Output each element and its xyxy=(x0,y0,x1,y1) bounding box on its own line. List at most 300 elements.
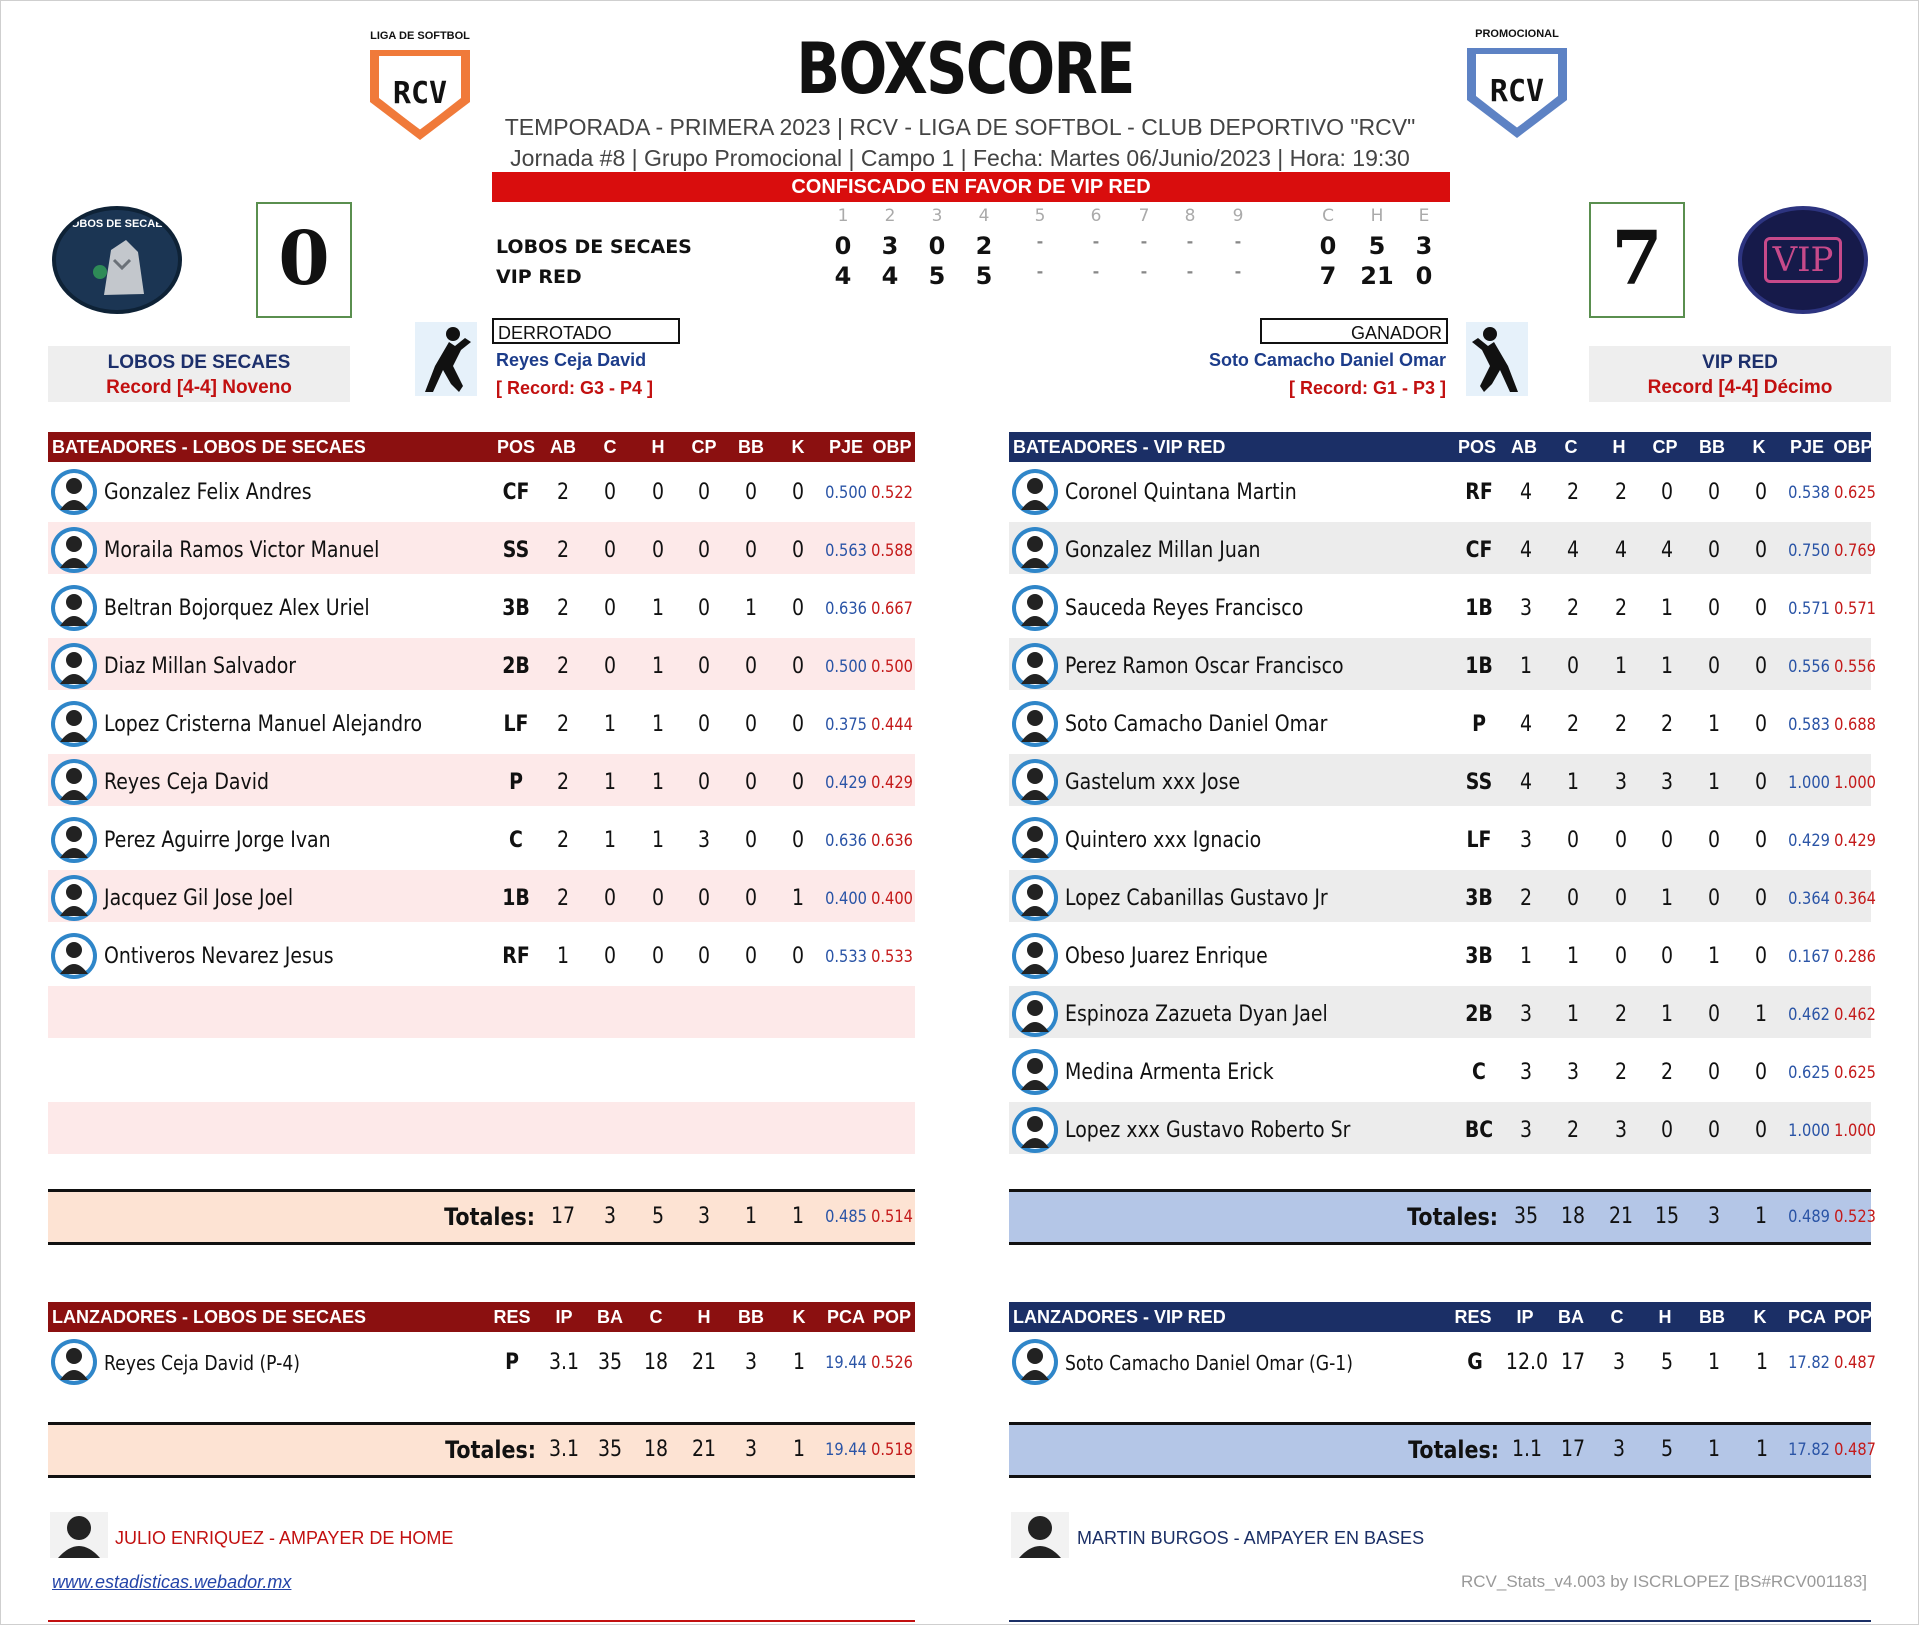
player-name: Moraila Ramos Victor Manuel xyxy=(104,538,380,563)
total-cp: 15 xyxy=(1654,1204,1680,1229)
player-name: Perez Ramon Oscar Francisco xyxy=(1065,654,1344,679)
stat-bb: 0 xyxy=(1707,1002,1721,1027)
player-name: Jacquez Gil Jose Joel xyxy=(104,886,294,911)
player-avatar-icon xyxy=(1011,932,1059,980)
inning-score: - xyxy=(1234,232,1242,251)
total-bb: 3 xyxy=(1707,1204,1721,1229)
stat-cp: 3 xyxy=(697,828,711,853)
stat-c: 2 xyxy=(1566,596,1580,621)
stat-pos: C xyxy=(1472,1060,1486,1085)
stat-pje: 0.571 xyxy=(1788,599,1830,619)
stat-pje: 0.625 xyxy=(1788,1063,1830,1083)
stat-pje: 0.583 xyxy=(1788,715,1830,735)
stat-pje: 0.364 xyxy=(1788,889,1830,909)
column-header: RES xyxy=(1454,1307,1492,1327)
stat-bb: 0 xyxy=(744,480,758,505)
inning-header: 7 xyxy=(1138,206,1150,226)
column-header: POS xyxy=(1457,437,1496,457)
league-logo-caption: PROMOCIONAL xyxy=(1475,28,1559,40)
stat-c: 2 xyxy=(1566,480,1580,505)
stat-pje: 0.429 xyxy=(1788,831,1830,851)
stat-ab: 4 xyxy=(1519,770,1533,795)
stat-pop: 0.487 xyxy=(1834,1353,1876,1373)
stat-h: 3 xyxy=(1614,1118,1628,1143)
total-c: 18 xyxy=(1560,1204,1586,1229)
stat-c: 1 xyxy=(603,712,617,737)
total-c: 3 xyxy=(603,1204,617,1229)
stat-cp: 0 xyxy=(1660,944,1674,969)
stat-k: 0 xyxy=(1754,538,1768,563)
stat-c: 0 xyxy=(1566,828,1580,853)
total-pca: 19.44 xyxy=(825,1440,867,1460)
player-name: Lopez Cristerna Manuel Alejandro xyxy=(104,712,423,737)
column-header: OBP xyxy=(872,437,912,457)
player-avatar-icon xyxy=(1011,874,1059,922)
website-link[interactable]: www.estadisticas.webador.mx xyxy=(52,1572,292,1592)
stat-c: 0 xyxy=(603,944,617,969)
table-row xyxy=(48,464,915,516)
stat-obp: 1.000 xyxy=(1834,773,1876,793)
winner-record: [ Record: G1 - P3 ] xyxy=(1288,378,1446,398)
stat-pos: CF xyxy=(502,480,530,505)
stat-pje: 1.000 xyxy=(1788,773,1830,793)
stat-cp: 2 xyxy=(1660,712,1674,737)
table-title: LANZADORES - LOBOS DE SECAES xyxy=(52,1307,367,1327)
player-name: Reyes Ceja David xyxy=(104,770,269,795)
table-row xyxy=(1009,754,1876,806)
total-score: 5 xyxy=(1368,232,1386,260)
total-k: 1 xyxy=(792,1437,806,1462)
totals-row xyxy=(48,1422,915,1478)
player-name: Sauceda Reyes Francisco xyxy=(1065,596,1304,621)
stat-bb: 0 xyxy=(1707,596,1721,621)
player-name: Gonzalez Millan Juan xyxy=(1065,538,1261,563)
column-header: H xyxy=(1612,437,1626,457)
table-row xyxy=(48,812,915,864)
stat-h: 3 xyxy=(1614,770,1628,795)
player-avatar-icon xyxy=(1011,584,1059,632)
away-pitching-body xyxy=(48,1334,915,1484)
table-row xyxy=(48,522,915,574)
stat-ab: 4 xyxy=(1519,480,1533,505)
stat-bb: 1 xyxy=(1707,770,1721,795)
table-row xyxy=(48,928,915,980)
inning-header: 9 xyxy=(1232,206,1244,226)
table-row xyxy=(48,754,915,806)
stat-obp: 0.522 xyxy=(871,483,913,503)
player-avatar-icon xyxy=(1011,816,1059,864)
stat-bb: 1 xyxy=(1707,712,1721,737)
stat-ab: 2 xyxy=(556,886,570,911)
table-row xyxy=(48,1102,915,1154)
player-avatar-icon xyxy=(1011,1106,1059,1154)
credit-line: RCV_Stats_v4.003 by ISCRLOPEZ [BS#RCV001183] xyxy=(1461,1572,1867,1591)
column-header: PJE xyxy=(828,437,864,457)
home-batting-header xyxy=(1009,432,1871,462)
stat-bb: 0 xyxy=(744,712,758,737)
player-avatar-icon xyxy=(1011,1048,1059,1096)
column-header: POP xyxy=(872,1307,911,1327)
stat-h: 1 xyxy=(651,654,665,679)
stat-pje: 0.400 xyxy=(825,889,867,909)
stat-obp: 0.588 xyxy=(871,541,913,561)
stat-h: 21 xyxy=(691,1350,717,1375)
table-row xyxy=(1009,1044,1876,1096)
stat-ab: 2 xyxy=(556,480,570,505)
stat-cp: 3 xyxy=(1660,770,1674,795)
totals-label: Totales: xyxy=(1408,1436,1499,1464)
stat-k: 0 xyxy=(1754,596,1768,621)
inning-header: 8 xyxy=(1184,206,1196,226)
stat-cp: 2 xyxy=(1660,1060,1674,1085)
stat-c: 0 xyxy=(603,596,617,621)
stat-pos: CF xyxy=(1465,538,1493,563)
table-row xyxy=(1009,696,1876,748)
stat-k: 0 xyxy=(1754,1060,1768,1085)
player-name: Reyes Ceja David (P-4) xyxy=(104,1351,301,1375)
stat-c: 1 xyxy=(603,770,617,795)
stat-cp: 0 xyxy=(697,596,711,621)
total-bb: 1 xyxy=(1707,1437,1721,1462)
player-name: Soto Camacho Daniel Omar xyxy=(1065,712,1328,737)
table-row xyxy=(48,1044,915,1096)
total-obp: 0.523 xyxy=(1834,1207,1876,1227)
stat-ip: 3.1 xyxy=(548,1350,580,1375)
stat-k: 0 xyxy=(1754,770,1768,795)
inning-score: 0 xyxy=(834,232,852,260)
stat-pje: 0.636 xyxy=(825,599,867,619)
stat-pos: 1B xyxy=(1465,654,1493,679)
stat-bb: 0 xyxy=(744,654,758,679)
table-row xyxy=(1009,812,1876,864)
table-row xyxy=(48,696,915,748)
home-team-card xyxy=(1589,346,1891,402)
inning-score: - xyxy=(1092,232,1100,251)
stat-bb: 0 xyxy=(744,886,758,911)
stat-obp: 0.688 xyxy=(1834,715,1876,735)
stat-k: 0 xyxy=(791,480,805,505)
inning-score: 3 xyxy=(881,232,899,260)
stat-pje: 1.000 xyxy=(1788,1121,1830,1141)
inning-score: 5 xyxy=(928,262,946,290)
inning-score: 0 xyxy=(928,232,946,260)
stat-pca: 17.82 xyxy=(1788,1353,1830,1373)
stat-pje: 0.556 xyxy=(1788,657,1830,677)
stat-pos: 1B xyxy=(1465,596,1493,621)
bases-umpire: MARTIN BURGOS - AMPAYER EN BASES xyxy=(1077,1528,1425,1548)
stat-k: 1 xyxy=(792,1350,806,1375)
stat-pje: 0.533 xyxy=(825,947,867,967)
home-batting-body xyxy=(1009,464,1876,1231)
column-header: CP xyxy=(691,437,717,457)
column-header: PCA xyxy=(1787,1307,1826,1327)
stat-h: 4 xyxy=(1614,538,1628,563)
column-header: AB xyxy=(1511,437,1537,457)
stat-pos: 1B xyxy=(502,886,530,911)
inning-score: - xyxy=(1036,262,1044,281)
stat-bb: 0 xyxy=(1707,538,1721,563)
home-pitching-header xyxy=(1009,1302,1871,1332)
inning-score: 2 xyxy=(975,232,993,260)
total-k: 1 xyxy=(791,1204,805,1229)
stat-bb: 0 xyxy=(1707,654,1721,679)
table-row xyxy=(1009,928,1876,980)
table-row xyxy=(1009,986,1876,1038)
total-ba: 35 xyxy=(597,1437,623,1462)
stat-pos: LF xyxy=(1466,828,1492,853)
table-row xyxy=(1009,638,1876,690)
stat-bb: 3 xyxy=(744,1350,758,1375)
totals-label: Totales: xyxy=(445,1436,536,1464)
stat-pje: 0.500 xyxy=(825,657,867,677)
total-c: 3 xyxy=(1612,1437,1626,1462)
stat-ab: 4 xyxy=(1519,712,1533,737)
stat-res: P xyxy=(505,1350,519,1375)
game-info-line: Jornada #8 | Grupo Promocional | Campo 1 | Fecha: Martes 06/Junio/2023 | Hora: 19:30 xyxy=(510,145,1410,171)
stat-ab: 3 xyxy=(1519,828,1533,853)
stat-k: 0 xyxy=(791,944,805,969)
table-row xyxy=(1009,580,1876,632)
total-header: H xyxy=(1370,206,1384,226)
column-header: C xyxy=(1564,437,1578,457)
stat-ab: 2 xyxy=(556,654,570,679)
stat-k: 0 xyxy=(791,654,805,679)
player-name: Lopez xxx Gustavo Roberto Sr xyxy=(1065,1118,1351,1143)
stat-pje: 0.563 xyxy=(825,541,867,561)
player-name: Ontiveros Nevarez Jesus xyxy=(104,944,334,969)
stat-c: 1 xyxy=(1566,1002,1580,1027)
column-header: RES xyxy=(493,1307,531,1327)
total-score: 0 xyxy=(1415,262,1433,290)
stat-h: 2 xyxy=(1614,712,1628,737)
stat-obp: 1.000 xyxy=(1834,1121,1876,1141)
total-ba: 17 xyxy=(1560,1437,1586,1462)
table-row xyxy=(1009,522,1876,574)
stat-pje: 0.429 xyxy=(825,773,867,793)
inning-score: - xyxy=(1140,262,1148,281)
stat-cp: 1 xyxy=(1660,1002,1674,1027)
home-pitching-body xyxy=(1009,1334,1876,1484)
inning-score: - xyxy=(1186,232,1194,251)
stat-h: 1 xyxy=(651,596,665,621)
stat-h: 0 xyxy=(1614,886,1628,911)
stat-obp: 0.533 xyxy=(871,947,913,967)
total-k: 1 xyxy=(1754,1204,1768,1229)
winner-label: GANADOR xyxy=(1260,318,1448,344)
inning-score: 4 xyxy=(881,262,899,290)
stat-c: 0 xyxy=(1566,886,1580,911)
umpire-icon xyxy=(1011,1512,1069,1558)
line-score-team: VIP RED xyxy=(496,266,582,288)
player-avatar-icon xyxy=(1011,526,1059,574)
stat-pos: SS xyxy=(1465,770,1493,795)
total-bb: 3 xyxy=(744,1437,758,1462)
column-header: POP xyxy=(1833,1307,1872,1327)
player-name: Espinoza Zazueta Dyan Jael xyxy=(1065,1002,1328,1027)
player-name: Coronel Quintana Martin xyxy=(1065,480,1297,505)
stat-k: 1 xyxy=(791,886,805,911)
total-ab: 35 xyxy=(1513,1204,1539,1229)
player-name: Lopez Cabanillas Gustavo Jr xyxy=(1065,886,1328,911)
inning-header: 3 xyxy=(931,206,943,226)
stat-obp: 0.667 xyxy=(871,599,913,619)
column-header: C xyxy=(1610,1307,1624,1327)
column-header: PCA xyxy=(826,1307,865,1327)
league-logo-text: RCV xyxy=(1489,74,1545,109)
player-avatar-icon xyxy=(50,932,98,980)
inning-score: - xyxy=(1036,232,1044,251)
column-header: CP xyxy=(1652,437,1678,457)
stat-k: 0 xyxy=(1754,480,1768,505)
stat-c: 2 xyxy=(1566,712,1580,737)
stat-k: 0 xyxy=(791,712,805,737)
stat-bb: 0 xyxy=(1707,828,1721,853)
totals-row xyxy=(1009,1422,1876,1478)
league-logo-text: RCV xyxy=(392,76,448,111)
stat-c: 1 xyxy=(1566,770,1580,795)
away-logo-text: LOBOS DE SECAES xyxy=(64,218,170,230)
stat-pos: P xyxy=(1472,712,1486,737)
table-row xyxy=(48,580,915,632)
stat-obp: 0.462 xyxy=(1834,1005,1876,1025)
player-name: Perez Aguirre Jorge Ivan xyxy=(104,828,331,853)
column-header: OBP xyxy=(1833,437,1873,457)
footer-rule xyxy=(48,1620,915,1622)
stat-obp: 0.625 xyxy=(1834,483,1876,503)
stat-c: 1 xyxy=(1566,944,1580,969)
stat-pje: 0.462 xyxy=(1788,1005,1830,1025)
stat-h: 2 xyxy=(1614,1002,1628,1027)
table-row xyxy=(1009,1102,1876,1154)
stat-pje: 0.750 xyxy=(1788,541,1830,561)
column-header: K xyxy=(1753,1307,1767,1327)
stat-pop: 0.526 xyxy=(871,1353,913,1373)
player-avatar-icon xyxy=(50,584,98,632)
stat-bb: 1 xyxy=(744,596,758,621)
column-header: H xyxy=(697,1307,711,1327)
total-pop: 0.518 xyxy=(871,1440,913,1460)
column-header: H xyxy=(651,437,665,457)
stat-pos: 2B xyxy=(1465,1002,1493,1027)
stat-pje: 0.636 xyxy=(825,831,867,851)
column-header: IP xyxy=(1516,1307,1534,1327)
table-title: BATEADORES - VIP RED xyxy=(1013,437,1226,457)
stat-ab: 1 xyxy=(1519,944,1533,969)
stat-cp: 0 xyxy=(697,770,711,795)
league-logo-caption: LIGA DE SOFTBOL xyxy=(370,30,470,42)
column-header: BB xyxy=(1699,437,1725,457)
total-ip: 3.1 xyxy=(548,1437,580,1462)
player-avatar-icon xyxy=(50,816,98,864)
total-c: 18 xyxy=(643,1437,669,1462)
player-name: Soto Camacho Daniel Omar (G-1) xyxy=(1065,1351,1353,1375)
stat-k: 0 xyxy=(1754,886,1768,911)
inning-score: - xyxy=(1140,232,1148,251)
stat-obp: 0.500 xyxy=(871,657,913,677)
column-header: BB xyxy=(738,1307,764,1327)
stat-cp: 0 xyxy=(697,886,711,911)
stat-ab: 3 xyxy=(1519,1002,1533,1027)
total-k: 1 xyxy=(1755,1437,1769,1462)
stat-h: 0 xyxy=(651,480,665,505)
total-obp: 0.514 xyxy=(871,1207,913,1227)
player-avatar-icon xyxy=(1011,700,1059,748)
stat-bb: 0 xyxy=(744,538,758,563)
total-score: 3 xyxy=(1415,232,1433,260)
stat-cp: 1 xyxy=(1660,654,1674,679)
player-avatar-icon xyxy=(1011,468,1059,516)
column-header: BA xyxy=(1558,1307,1584,1327)
stat-ba: 35 xyxy=(597,1350,623,1375)
stat-ab: 2 xyxy=(556,770,570,795)
stat-bb: 0 xyxy=(1707,480,1721,505)
inning-header: 6 xyxy=(1090,206,1102,226)
stat-k: 0 xyxy=(1754,1118,1768,1143)
stat-cp: 0 xyxy=(1660,1118,1674,1143)
stat-pca: 19.44 xyxy=(825,1353,867,1373)
totals-row xyxy=(1009,1189,1876,1245)
player-name: Quintero xxx Ignacio xyxy=(1065,828,1262,853)
total-pca: 17.82 xyxy=(1788,1440,1830,1460)
stat-h: 1 xyxy=(1614,654,1628,679)
player-avatar-icon xyxy=(50,700,98,748)
inning-header: 2 xyxy=(884,206,896,226)
stat-c: 18 xyxy=(643,1350,669,1375)
line-score-team: LOBOS DE SECAES xyxy=(496,236,692,258)
column-header: PJE xyxy=(1789,437,1825,457)
umpire-icon xyxy=(50,1512,108,1558)
stat-h: 0 xyxy=(651,944,665,969)
loser-name: Reyes Ceja David xyxy=(496,350,647,370)
stat-cp: 0 xyxy=(697,654,711,679)
player-name: Beltran Bojorquez Alex Uriel xyxy=(104,596,370,621)
stat-c: 1 xyxy=(603,828,617,853)
stat-k: 0 xyxy=(791,538,805,563)
stat-ab: 3 xyxy=(1519,596,1533,621)
stat-pos: 3B xyxy=(1465,944,1493,969)
table-title: LANZADORES - VIP RED xyxy=(1013,1307,1226,1327)
stat-h: 1 xyxy=(651,770,665,795)
total-score: 0 xyxy=(1319,232,1337,260)
column-header: IP xyxy=(555,1307,573,1327)
stat-obp: 0.400 xyxy=(871,889,913,909)
stat-ip: 12.0 xyxy=(1505,1350,1549,1375)
player-avatar-icon xyxy=(1011,1338,1059,1386)
inning-score: 4 xyxy=(834,262,852,290)
stat-pos: C xyxy=(509,828,523,853)
player-avatar-icon xyxy=(1011,758,1059,806)
stat-ba: 17 xyxy=(1560,1350,1586,1375)
away-pitching-header xyxy=(48,1302,915,1332)
table-row xyxy=(48,986,915,1038)
column-header: C xyxy=(603,437,617,457)
table-row xyxy=(1009,870,1876,922)
stat-bb: 1 xyxy=(1707,944,1721,969)
inning-score: - xyxy=(1234,262,1242,281)
table-title: BATEADORES - LOBOS DE SECAES xyxy=(52,437,366,457)
player-avatar-icon xyxy=(1011,990,1059,1038)
total-score: 21 xyxy=(1360,262,1394,290)
stat-pje: 0.538 xyxy=(1788,483,1830,503)
column-header: AB xyxy=(550,437,576,457)
away-team-record: Record [4-4] Noveno xyxy=(106,377,292,398)
home-team-record: Record [4-4] Décimo xyxy=(1647,377,1833,398)
total-pop: 0.487 xyxy=(1834,1440,1876,1460)
stat-ab: 2 xyxy=(556,828,570,853)
player-name: Obeso Juarez Enrique xyxy=(1065,944,1268,969)
player-name: Medina Armenta Erick xyxy=(1065,1060,1274,1085)
total-header: C xyxy=(1322,206,1334,226)
